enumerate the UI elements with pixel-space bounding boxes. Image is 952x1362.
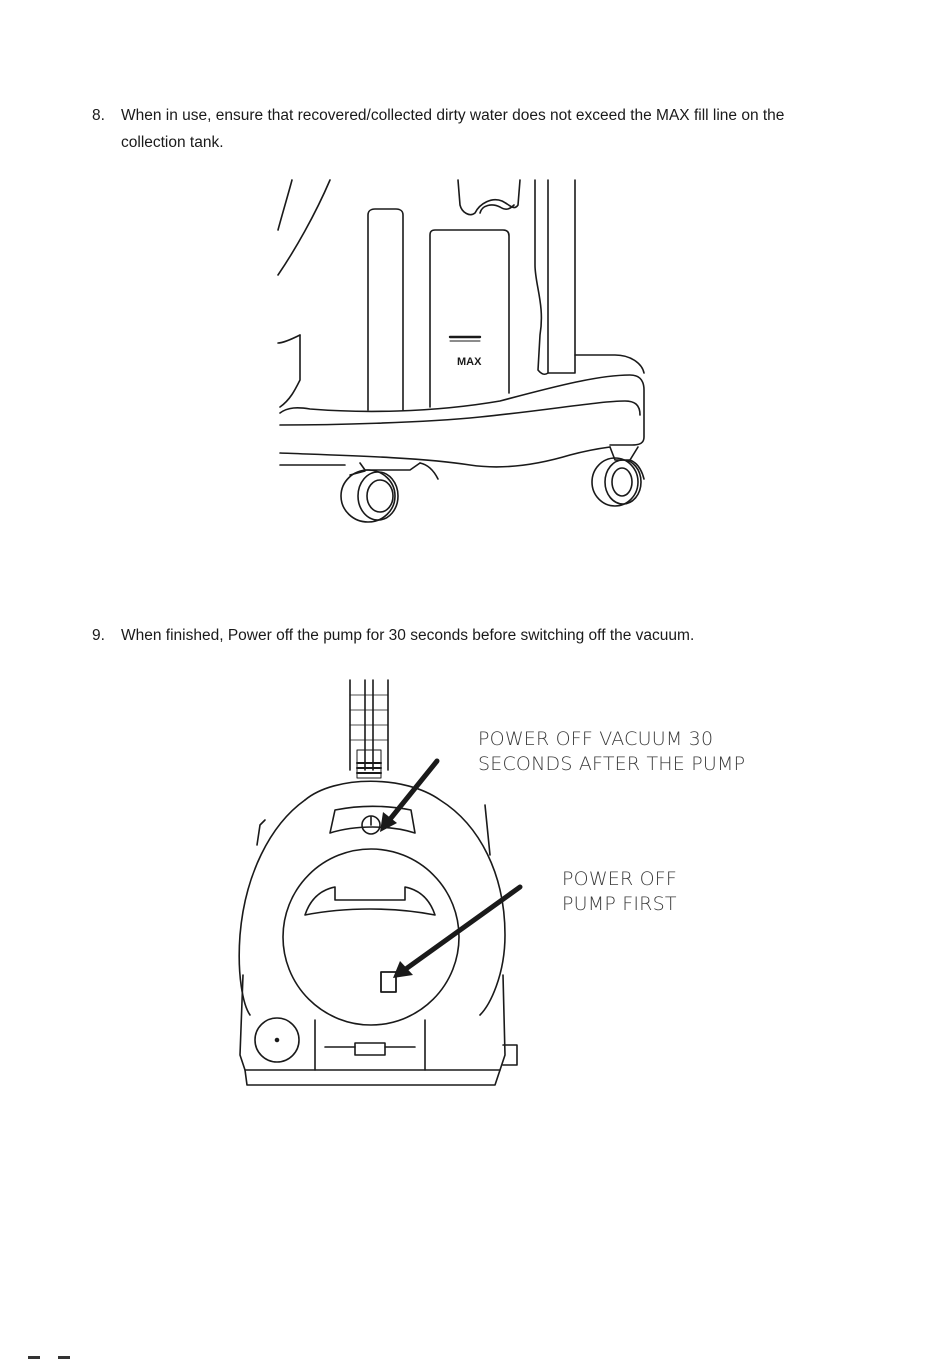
callout-power-off-pump [562,867,762,917]
callout-line: SECONDS AFTER THE PUMP [478,753,746,775]
callout-power-off-vacuum [478,727,778,777]
step-8 [92,102,832,156]
max-fill-label: MAX [457,356,482,368]
footer-mark [58,1356,70,1359]
step-number: 9. [92,627,105,644]
callout-line: PUMP FIRST [562,893,677,915]
step-9 [92,622,832,649]
callout-line: POWER OFF VACUUM 30 [478,728,714,750]
step-number: 8. [92,107,105,124]
footer-mark [28,1356,40,1359]
step-text: When finished, Power off the pump for 30 seconds before switching off the vacuum. [121,627,695,644]
callout-line: POWER OFF [562,868,678,890]
collection-tank-illustration [270,175,665,535]
step-text: When in use, ensure that recovered/collected dirty water does not exceed the MAX fill line on the collection tank. [121,107,785,151]
